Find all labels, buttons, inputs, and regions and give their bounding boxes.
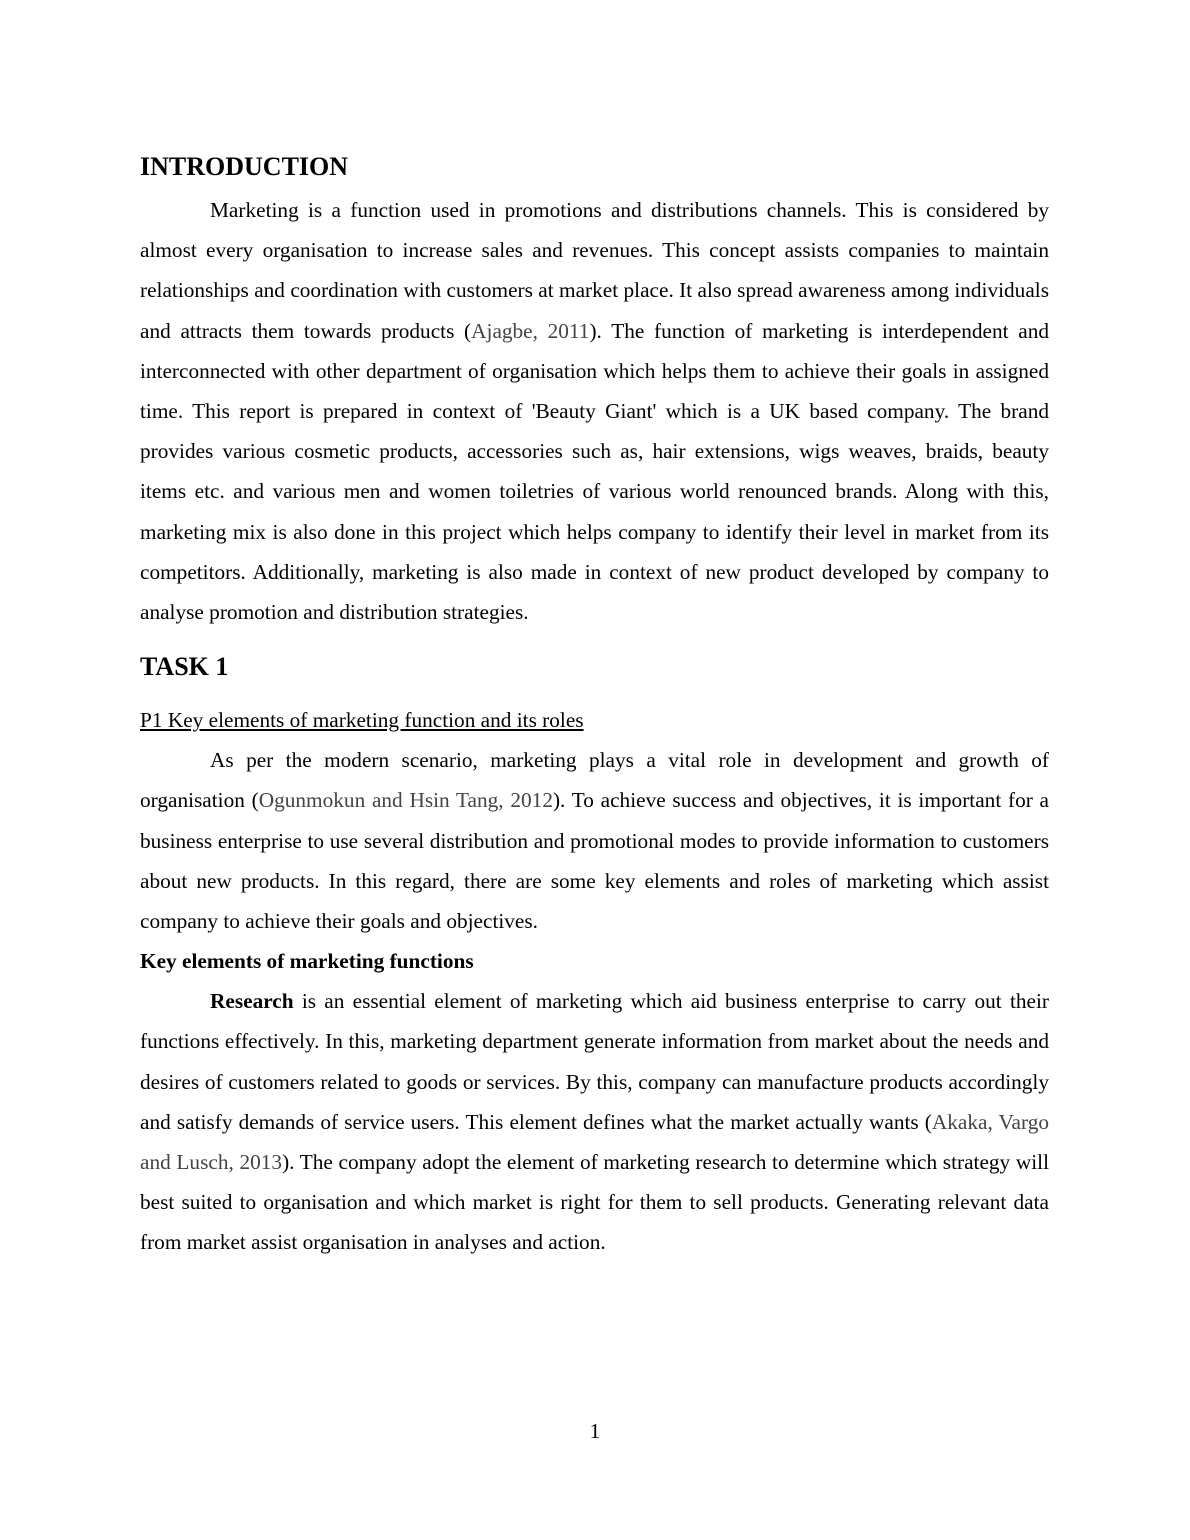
introduction-paragraph: [140, 190, 1049, 632]
intro-text-part-1: Marketing is a function used in promotions and distributions channels. This is considered by almost every organisation to increase sales and revenues. This concept assists companies to maintain relationships and coordination with customers at market place. It also spread awareness among individuals and attracts them towards products (: [140, 198, 1049, 343]
page-number: 1: [589, 1419, 601, 1443]
introduction-heading: INTRODUCTION: [140, 152, 349, 181]
citation-ogunmokun: Ogunmokun and Hsin Tang, 2012: [258, 788, 553, 813]
task1-heading: TASK 1: [140, 652, 229, 682]
research-text-part-1: is an essential element of marketing which aid business enterprise to carry out their functions effectively. In this, marketing department generate information from market about the needs and desires of customers related to goods or services. By this, company can manufacture products accordingly and satisfy demands of service users. This element defines what the market actually wants (: [140, 989, 1049, 1134]
research-term: Research: [210, 989, 294, 1014]
p1-text-part-1: As per the modern scenario, marketing plays a vital role in development and growth of organisation (: [140, 748, 1049, 813]
p1-text-part-2: ). To achieve success and objectives, it is important for a business enterprise to use several distribution and promotional modes to provide information to customers about new products. In this regard, there are some key elements and roles of marketing which assist company to achieve their goals and objectives.: [140, 788, 1049, 934]
research-paragraph: [140, 981, 1049, 1262]
research-text-part-2: ). The company adopt the element of marketing research to determine which strategy will best suited to organisation and which market is right for them to sell products. Generating relevant data from market assist organisation in analyses and action.: [140, 1150, 1049, 1255]
p1-subheading: P1 Key elements of marketing function and its roles: [140, 708, 584, 733]
p1-paragraph: [140, 740, 1049, 941]
citation-ajagbe: Ajagbe, 2011: [471, 318, 590, 343]
key-elements-heading: Key elements of marketing functions: [140, 949, 474, 974]
intro-text-part-2: ). The function of marketing is interdependent and interconnected with other department of organisation which helps them to achieve their goals in assigned time. This report is prepared in context of 'Beauty Giant' which is a UK based company. The brand provides various cosmetic products, accessories such as, hair extensions, wigs weaves, braids, beauty items etc. and various men and women toiletries of various world renounced brands. Along with this, marketing mix is also done in this project which helps company to identify their level in market from its competitors. Additionally, marketing is also made in context of new product developed by company to analyse promotion and distribution strategies.: [140, 318, 1049, 625]
document-page: [140, 148, 1049, 1263]
citation-akaka: Akaka, Vargo and Lusch, 2013: [140, 1109, 1050, 1175]
